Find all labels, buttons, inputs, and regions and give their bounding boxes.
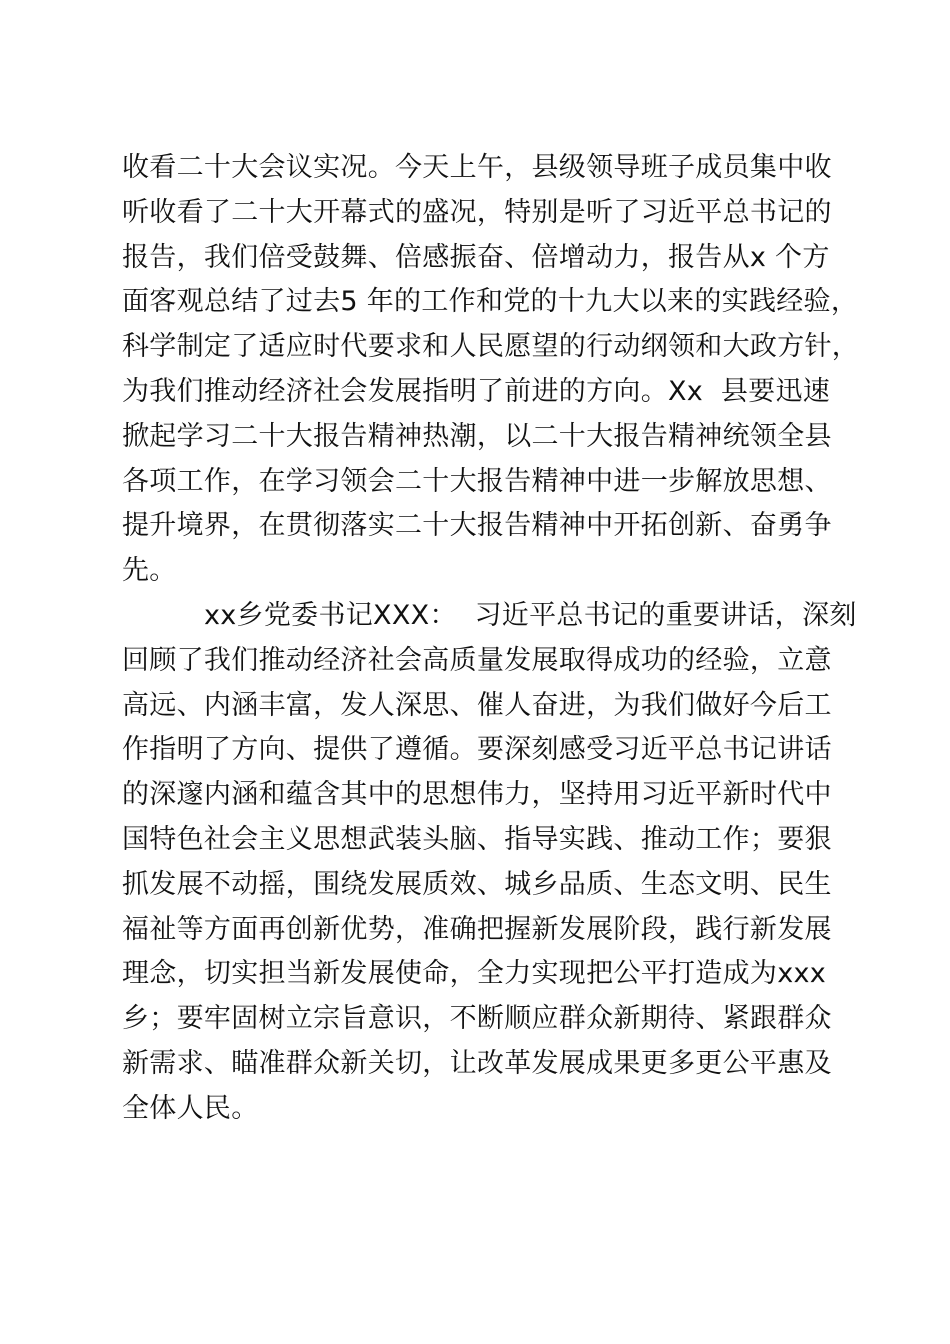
paragraph-line: 提升境界，在贯彻落实二十大报告精神中开拓创新、奋勇争	[122, 510, 832, 542]
paragraph-line: 为我们推动经济社会发展指明了前进的方向。Xx 县要迅速	[122, 375, 831, 407]
paragraph-line: 国特色社会主义思想武装头脑、指导实践、推动工作；要狠	[122, 823, 832, 855]
paragraph-1	[122, 146, 860, 594]
paragraph-line: 听收看了二十大开幕式的盛况，特别是听了习近平总书记的	[122, 196, 832, 228]
paragraph-line: 的深邃内涵和蕴含其中的思想伟力，坚持用习近平新时代中	[122, 779, 832, 811]
paragraph-line: 回顾了我们推动经济社会高质量发展取得成功的经验，立意	[122, 644, 832, 676]
paragraph-2	[122, 594, 857, 1132]
paragraph-line: 先。	[122, 555, 177, 587]
paragraph-line: 抓发展不动摇，围绕发展质效、城乡品质、生态文明、民生	[122, 868, 832, 900]
paragraph-line: 作指明了方向、提供了遵循。要深刻感受习近平总书记讲话	[122, 734, 832, 766]
paragraph-line: 收看二十大会议实况。今天上午，县级领导班子成员集中收	[122, 152, 832, 183]
paragraph-line: 掀起学习二十大报告精神热潮，以二十大报告精神统领全县	[122, 420, 832, 452]
document-body	[122, 146, 860, 1132]
paragraph-first-line: xx乡党委书记XXX： 习近平总书记的重要讲话，深刻	[204, 599, 857, 631]
paragraph-line: 高远、内涵丰富，发人深思、催人奋进，为我们做好今后工	[122, 689, 832, 721]
paragraph-line: 面客观总结了过去5 年的工作和党的十九大以来的实践经验，	[122, 286, 859, 318]
paragraph-line: 理念，切实担当新发展使命，全力实现把公平打造成为xxx	[122, 958, 827, 990]
paragraph-line: 科学制定了适应时代要求和人民愿望的行动纲领和大政方针，	[122, 331, 860, 363]
paragraph-line: 乡；要牢固树立宗旨意识，不断顺应群众新期待、紧跟群众	[122, 1003, 832, 1035]
paragraph-line: 新需求、瞄准群众新关切，让改革发展成果更多更公平惠及	[122, 1047, 832, 1079]
paragraph-line: 全体人民。	[122, 1092, 259, 1124]
paragraph-line: 福祉等方面再创新优势，准确把握新发展阶段，践行新发展	[122, 913, 832, 945]
paragraph-line: 各项工作，在学习领会二十大报告精神中进一步解放思想、	[122, 465, 832, 497]
paragraph-line: 报告，我们倍受鼓舞、倍感振奋、倍增动力，报告从x 个方	[122, 241, 830, 273]
